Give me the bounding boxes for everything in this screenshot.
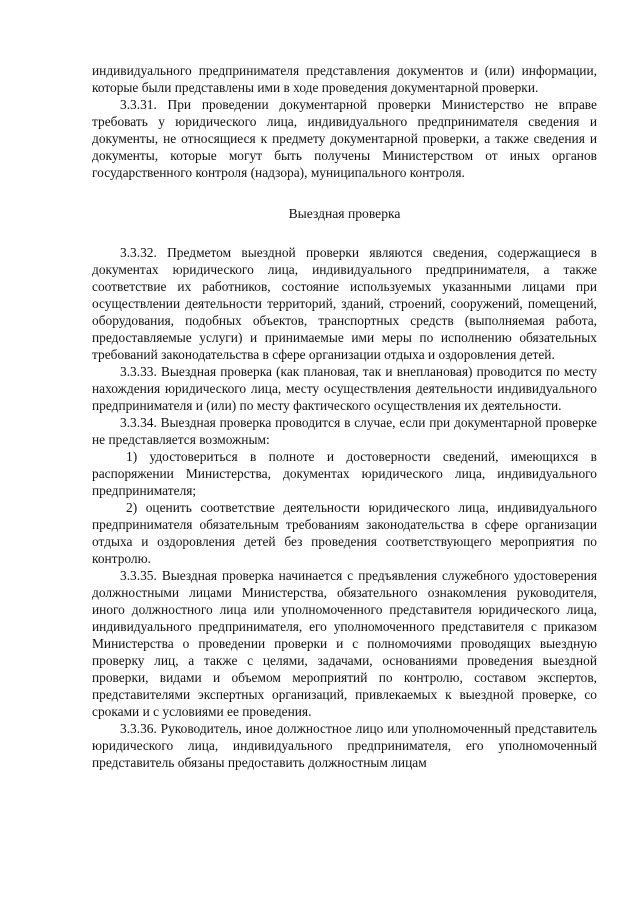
list-item-1: 1) удостовериться в полноте и достоверности сведений, имеющихся в распоряжении Министерства, документах юридического лица, индивидуального предпринимателя; xyxy=(92,449,597,498)
list-item-2: 2) оценить соответствие деятельности юридического лица, индивидуального предпринимателя обязательным требованиям законодательства в сфере организации отдыха и оздоровления детей без проведения соответствующего мероприятия по контролю. xyxy=(92,500,597,566)
paragraph-3-3-36: 3.3.36. Руководитель, иное должностное лицо или уполномоченный представитель юридического лица, индивидуального предпринимателя, его уполномоченный представитель обязаны предоставить должностным лицам xyxy=(92,721,597,770)
paragraph-intro: индивидуального предпринимателя представления документов и (или) информации, которые были представлены ими в ходе проведения документарной проверки. xyxy=(92,63,597,95)
paragraph-3-3-33: 3.3.33. Выездная проверка (как плановая, так и внеплановая) проводится по месту нахождения юридического лица, месту осуществления деятельности индивидуального предпринимателя и (или) по месту фактического осуществления их деятельности. xyxy=(92,364,597,413)
paragraph-3-3-31: 3.3.31. При проведении документарной проверки Министерство не вправе требовать у юридического лица, индивидуального предпринимателя сведения и документы, не относящиеся к предмету документарной проверки, а также сведения и документы, которые могут быть получены Министерством от иных органов государственного контроля (надзора), муниципального контроля. xyxy=(92,97,597,180)
paragraph-3-3-35: 3.3.35. Выездная проверка начинается с предъявления служебного удостоверения должностными лицами Министерства, обязательного ознакомления руководителя, иного должностного лица или уполномоченного представителя юридического лица, индивидуального предпринимателя, его уполномоченного представителя с приказом Министерства о проведении проверки и с полномочиями проводящих выездную проверку лиц, а также с целями, задачами, основаниями проведения выездной проверки, видами и объемом мероприятий по контролю, составом экспертов, представителями экспертных организаций, привлекаемых к выездной проверке, со сроками и с условиями ее проведения. xyxy=(92,568,597,719)
section-heading: Выездная проверка xyxy=(288,206,401,221)
paragraph-3-3-32: 3.3.32. Предметом выездной проверки являются сведения, содержащиеся в документах юридического лица, индивидуального предпринимателя, а также соответствие их работников, состояние используемых указанными лицами при осуществлении деятельности территорий, зданий, строений, сооружений, помещений, оборудования, подобных объектов, транспортных средств (выполняемая работа, предоставляемые услуги) и принимаемые ими меры по исполнению обязательных требований законодательства в сфере организации отдыха и оздоровления детей. xyxy=(92,245,597,362)
document-body xyxy=(92,62,597,771)
paragraph-3-3-34: 3.3.34. Выездная проверка проводится в случае, если при документарной проверке не представляется возможным: xyxy=(92,415,597,447)
